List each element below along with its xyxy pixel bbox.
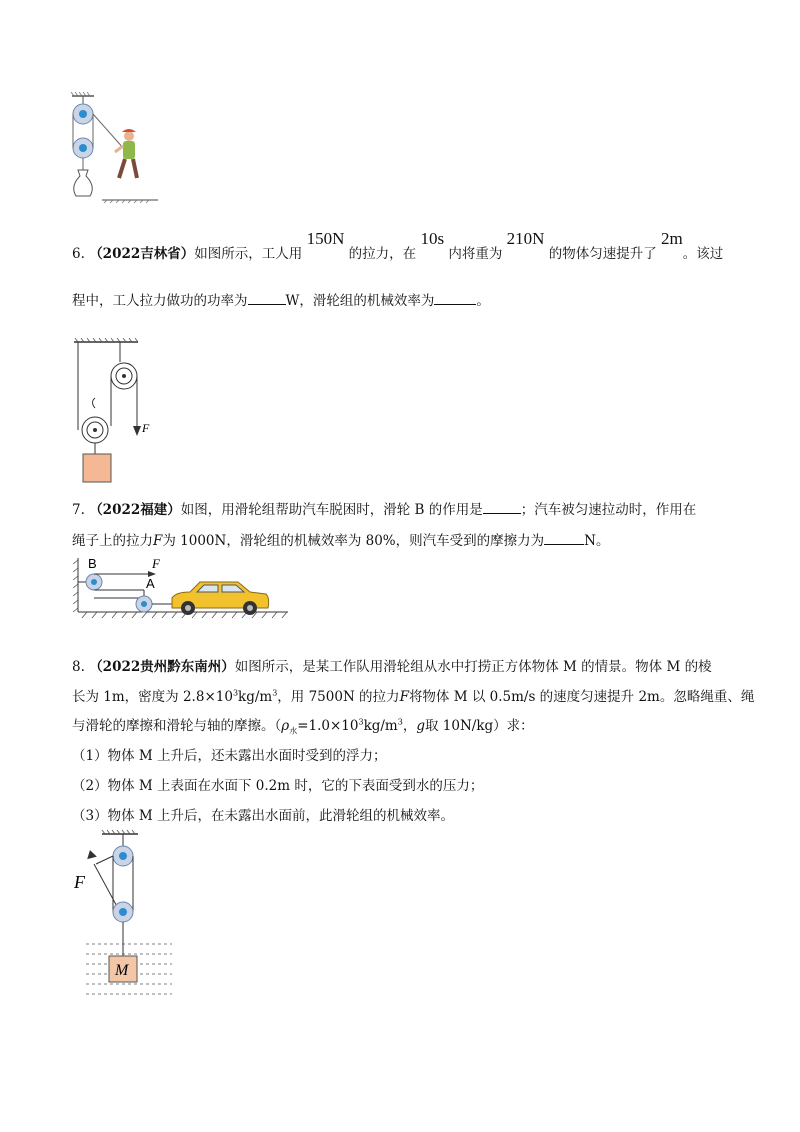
q8-text: kg/m <box>238 689 273 705</box>
density-symbol: ρ <box>281 718 290 734</box>
subscript: 水 <box>289 726 298 736</box>
answer-blank[interactable] <box>483 501 521 514</box>
q7-line-1 <box>72 498 696 518</box>
exponent: 3 <box>358 717 364 727</box>
q6-pulley-figure <box>72 338 162 488</box>
q6-weight: 210N <box>506 229 545 248</box>
q8-text: 将物体 M 以 0.5m/s 的速度匀速提升 2m。忽略绳重、绳 <box>408 689 755 705</box>
q8-water-pulley-figure <box>72 828 182 1008</box>
q6-text: 程中，工人拉力做功的功率为 <box>72 293 248 309</box>
q8-sub-3: （3）物体 M 上升后，在未露出水面前，此滑轮组的机械效率。 <box>72 808 454 824</box>
force-label: F <box>152 556 160 571</box>
q6-text: 。该过 <box>682 246 724 262</box>
q6-text: W，滑轮组的机械效率为 <box>285 293 435 309</box>
q7-car-pulley-figure <box>72 556 292 624</box>
q6-line-1 <box>72 229 724 263</box>
q6-time: 10s <box>420 229 445 248</box>
q6-text: 。 <box>476 293 490 309</box>
q8-text: ，用 7500N 的拉力 <box>277 689 400 705</box>
worker-pulley-figure <box>70 92 170 204</box>
q8-text: 长为 1m，密度为 2.8×10 <box>72 689 233 705</box>
question-number: 8. <box>72 659 85 675</box>
q7-text: 如图，用滑轮组帮助汽车脱困时，滑轮 B 的作用是 <box>180 502 483 518</box>
question-number: 6. <box>72 246 85 262</box>
q8-text: 与滑轮的摩擦和滑轮与轴的摩擦。（ <box>72 718 282 734</box>
q8-line-1 <box>72 655 712 675</box>
force-label: F <box>142 421 150 435</box>
q6-text: 内将重为 <box>448 246 503 262</box>
q7-text: 为 1000N，滑轮组的机械效率为 80%，则汽车受到的摩擦力为 <box>162 533 545 549</box>
pulley-b-label: B <box>88 556 97 571</box>
exponent: 3 <box>272 688 278 698</box>
q8-sub-2: （2）物体 M 上表面在水面下 0.2m 时，它的下表面受到水的压力； <box>72 778 484 794</box>
q8-text: 取 10N/kg）求： <box>424 718 534 734</box>
answer-blank[interactable] <box>544 532 584 545</box>
q6-text: 的物体匀速提升了 <box>548 246 657 262</box>
q8-sub-1: （1）物体 M 上升后，还未露出水面时受到的浮力； <box>72 748 387 764</box>
q8-line-2 <box>72 685 754 705</box>
gravity-symbol: g <box>416 718 425 734</box>
question-source: （2022吉林省） <box>89 246 195 262</box>
question-source: （2022贵州黔东南州） <box>89 659 235 675</box>
force-symbol: F <box>399 689 409 705</box>
object-m-label: M <box>115 962 129 979</box>
q8-text: kg/m <box>363 718 398 734</box>
q8-line-3 <box>72 714 534 737</box>
q6-text: 的拉力，在 <box>348 246 417 262</box>
q7-text: 绳子上的拉力 <box>72 533 153 549</box>
force-label: F <box>74 872 85 892</box>
answer-blank[interactable] <box>248 292 286 305</box>
answer-blank[interactable] <box>434 292 476 305</box>
exponent: 3 <box>397 717 403 727</box>
q6-text: 如图所示，工人用 <box>194 246 303 262</box>
question-source: （2022福建） <box>89 502 181 518</box>
q6-height: 2m <box>661 229 683 248</box>
exponent: 3 <box>232 688 239 698</box>
q7-text: ；汽车被匀速拉动时，作用在 <box>520 502 697 518</box>
q8-text: ， <box>402 718 417 734</box>
q7-text: N。 <box>584 533 610 549</box>
q8-text: 如图所示，是某工作队用滑轮组从水中打捞正方体物体 M 的情景。物体 M 的棱 <box>234 659 712 675</box>
force-symbol: F <box>153 533 163 549</box>
q8-text: =1.0×10 <box>297 718 359 734</box>
question-number: 7. <box>72 502 85 518</box>
pulley-a-label: A <box>146 576 155 591</box>
q6-force: 150N <box>306 229 345 248</box>
q7-line-2 <box>72 529 609 549</box>
q6-line-2 <box>72 289 490 309</box>
